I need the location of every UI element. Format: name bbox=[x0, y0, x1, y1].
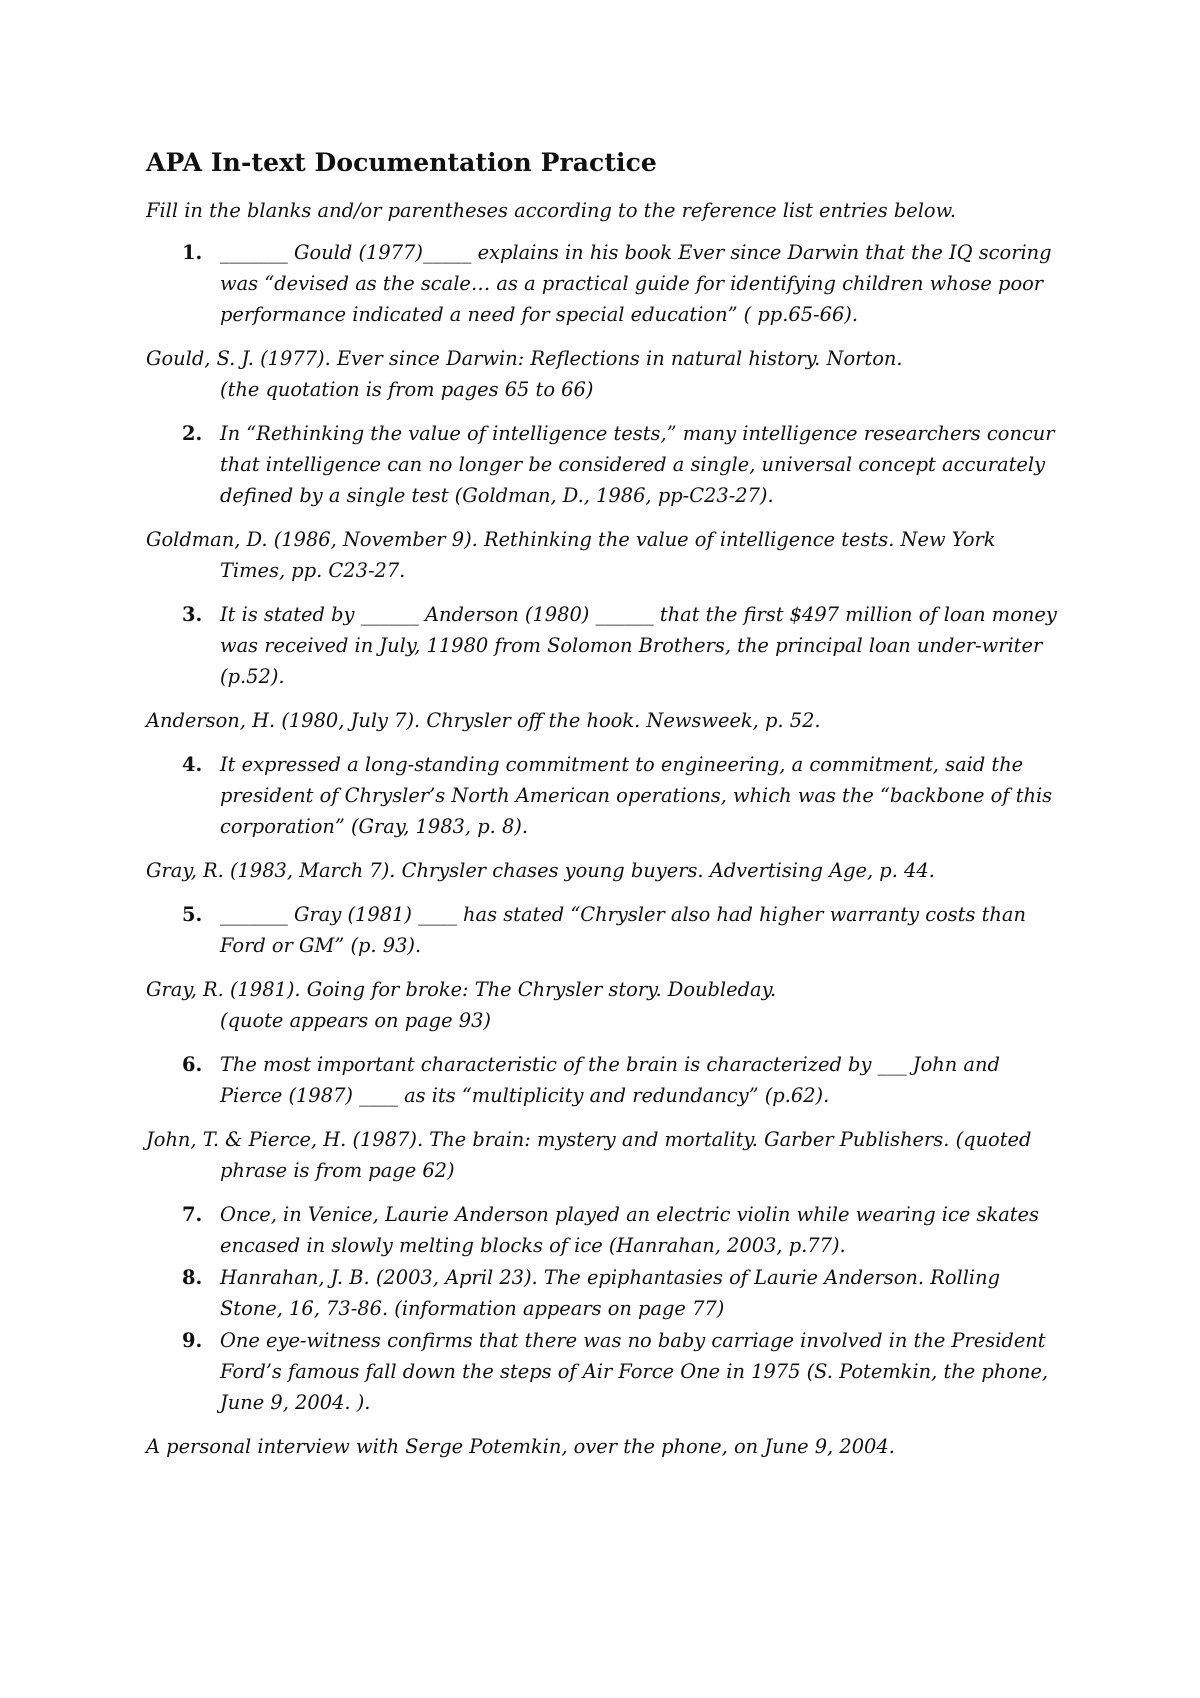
exercise-item-4 bbox=[146, 749, 1066, 842]
exercise-item-3 bbox=[146, 599, 1066, 692]
item-number: 8. bbox=[182, 1266, 203, 1289]
item-text: Hanrahan, J. B. (2003, April 23). The epiphantasies of Laurie Anderson. Rolling Stone, 16, 73-86. (information appears on page 77) bbox=[220, 1266, 1000, 1320]
exercise-item-2 bbox=[146, 418, 1066, 511]
exercise-item-9 bbox=[146, 1325, 1066, 1418]
reference-gould bbox=[146, 343, 1066, 405]
item-number: 4. bbox=[182, 753, 203, 776]
item-number: 9. bbox=[182, 1329, 203, 1352]
reference-anderson: Anderson, H. (1980, July 7). Chrysler off the hook. Newsweek, p. 52. bbox=[146, 709, 821, 732]
reference-text: Gray, R. (1981). Going for broke: The Chrysler story. Doubleday. bbox=[146, 978, 777, 1001]
reference-note: (the quotation is from pages 65 to 66) bbox=[220, 378, 594, 401]
item-number: 7. bbox=[182, 1203, 203, 1226]
item-number: 5. bbox=[182, 903, 203, 926]
item-text: _______ Gray (1981) ____ has stated “Chrysler also had higher warranty costs than Ford or GM” (p. 93). bbox=[220, 903, 1026, 957]
page-title: APA In-text Documentation Practice bbox=[146, 148, 657, 177]
reference-text: Gould, S. J. (1977). Ever since Darwin: Reflections in natural history. Norton. bbox=[146, 347, 903, 370]
item-number: 2. bbox=[182, 422, 203, 445]
item-number: 6. bbox=[182, 1053, 203, 1076]
item-text: It is stated by ______ Anderson (1980) ______ that the first $497 million of loan money was received in July, 11980 from Solomon Brothers, the principal loan under-writer (p.52). bbox=[220, 603, 1057, 688]
item-text: In “Rethinking the value of intelligence tests,” many intelligence researchers concur that intelligence can no longer be considered a single, universal concept accurately defined by a single test (Goldman, D., 1986, pp-C23-27). bbox=[220, 422, 1055, 507]
exercise-item-8 bbox=[146, 1262, 1066, 1324]
item-text: One eye-witness confirms that there was no baby carriage involved in the President Ford’s famous fall down the steps of Air Force One in 1975 (S. Potemkin, the phone, June 9, 2004. ). bbox=[220, 1329, 1049, 1414]
instructions: Fill in the blanks and/or parentheses according to the reference list entries below. bbox=[146, 199, 957, 222]
reference-goldman: Goldman, D. (1986, November 9). Rethinking the value of intelligence tests. New York Times, pp. C23-27. bbox=[146, 528, 996, 582]
item-text: _______ Gould (1977)_____ explains in his book Ever since Darwin that the IQ scoring was “devised as the scale… as a practical guide for identifying children whose poor performance indicated a need for special education” ( pp.65-66). bbox=[220, 241, 1052, 326]
reference-potemkin: A personal interview with Serge Potemkin, over the phone, on June 9, 2004. bbox=[146, 1435, 895, 1458]
exercise-item-5 bbox=[146, 899, 1066, 961]
reference-john-pierce: John, T. & Pierce, H. (1987). The brain: mystery and mortality. Garber Publishers. (quoted phrase is from page 62) bbox=[146, 1128, 1032, 1182]
document-page bbox=[146, 148, 1066, 1475]
item-number: 1. bbox=[182, 241, 203, 264]
reference-gray-1981 bbox=[146, 974, 1066, 1036]
reference-note: (quote appears on page 93) bbox=[220, 1009, 491, 1032]
item-number: 3. bbox=[182, 603, 203, 626]
exercise-item-1 bbox=[146, 237, 1066, 330]
item-text: Once, in Venice, Laurie Anderson played an electric violin while wearing ice skates encased in slowly melting blocks of ice (Hanrahan, 2003, p.77). bbox=[220, 1203, 1039, 1257]
reference-gray-1983: Gray, R. (1983, March 7). Chrysler chases young buyers. Advertising Age, p. 44. bbox=[146, 859, 935, 882]
exercise-item-7 bbox=[146, 1199, 1066, 1261]
item-text: The most important characteristic of the brain is characterized by ___ John and Pierce (1987) ____ as its “multiplicity and redundancy” (p.62). bbox=[220, 1053, 1000, 1107]
exercise-item-6 bbox=[146, 1049, 1066, 1111]
item-text: It expressed a long-standing commitment to engineering, a commitment, said the president of Chrysler’s North American operations, which was the “backbone of this corporation” (Gray, 1983, p. 8). bbox=[220, 753, 1053, 838]
